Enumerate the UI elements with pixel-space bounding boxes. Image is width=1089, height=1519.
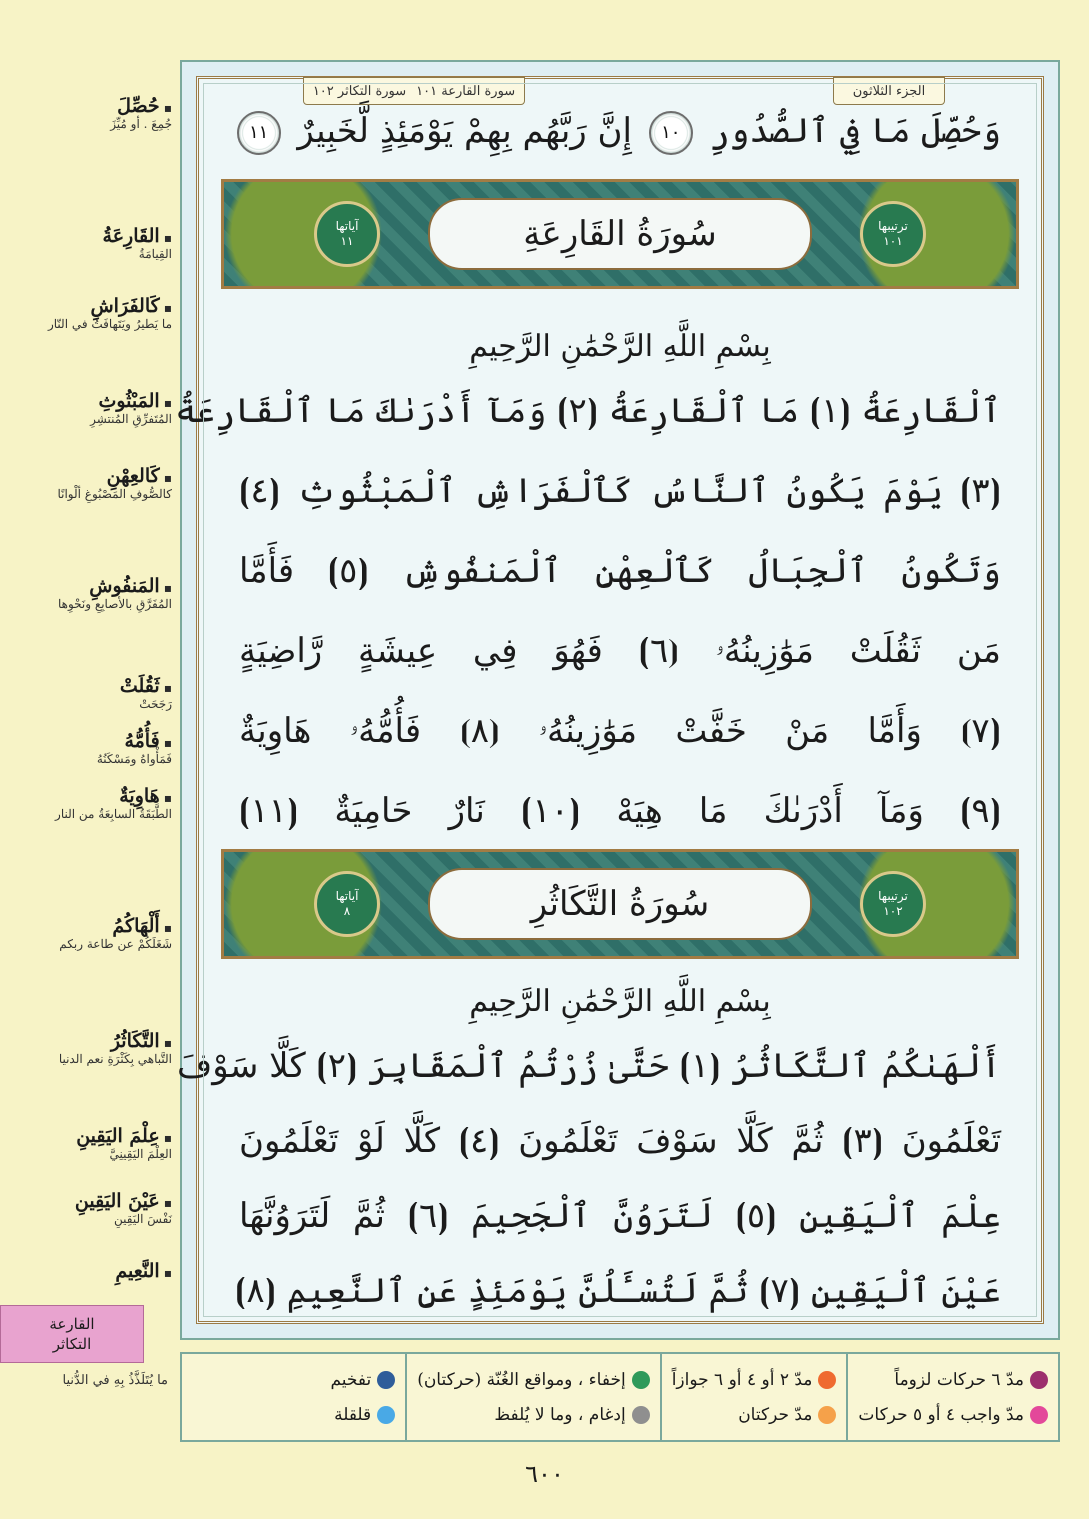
glossary-meaning: القِيامَةُ: [138, 247, 172, 261]
rank-label: ترتيبها: [878, 889, 908, 903]
verse-line: ⦗٩⦘ وَمَآ أَدْرَىٰكَ مَا هِيَهْ ⦗١٠⦘ نَارٌ حَامِيَةٌ ⦗١١⦘: [239, 791, 1001, 831]
ayah-number-marker: ١١: [237, 111, 281, 155]
legend-label: مدّ ٢ أو ٤ أو ٦ جوازاً: [671, 1369, 813, 1390]
rank-label: ترتيبها: [878, 219, 908, 233]
legend-column: [846, 1354, 1058, 1440]
glossary-entry: [8, 1260, 172, 1282]
basmala: بِسْمِ اللَّهِ الرَّحْمَٰنِ الرَّحِيمِ: [469, 984, 771, 1019]
glossary-meaning: رَجَحَتْ: [139, 697, 172, 711]
verse-line: ⦗٧⦘ وَأَمَّا مَنْ خَفَّتْ مَوَٰزِينُهُۥ ⦗٨⦘ فَأُمُّهُۥ هَاوِيَةٌ: [239, 711, 1001, 751]
glossary-word: ▪ النَّعِيمِ: [8, 1260, 172, 1282]
glossary-meaning: نَفْسَ اليَقِينِ: [114, 1212, 172, 1226]
ayat-label: آياتها: [335, 219, 359, 233]
glossary-meaning: الطَّبَقَةُ السابِعَةُ من النار: [55, 807, 172, 821]
legend-label: مدّ حركتان: [738, 1404, 813, 1425]
legend-label: إخفاء ، ومواقع الغُنّة (حركتان): [417, 1369, 626, 1390]
verse-line: تَعْلَمُونَ ⦗٣⦘ ثُمَّ كَلَّا سَوْفَ تَعْلَمُونَ ⦗٤⦘ كَلَّا لَوْ تَعْلَمُونَ: [239, 1121, 1001, 1161]
verse-line: أَلْهَىٰكُمُ ٱلتَّكَاثُرُ ⦗١⦘ حَتَّىٰ زُرْتُمُ ٱلْمَقَابِرَ ⦗٢⦘ كَلَّا سَوْفَ: [177, 1046, 1001, 1086]
glossary-entry: [8, 465, 172, 502]
ayat-count-medallion: [314, 201, 380, 267]
ayat-count-medallion: [314, 871, 380, 937]
ayat-value: ١١: [340, 234, 354, 248]
verse-text: وَحُصِّلَ مَا فِي ٱلصُّدُورِ: [709, 111, 1001, 151]
legend-column: [660, 1354, 847, 1440]
color-dot-icon: [1030, 1406, 1048, 1424]
glossary-word: ▪ القَارِعَةُ: [8, 225, 172, 247]
legend-label: تفخيم: [330, 1369, 372, 1390]
glossary-entry: [8, 1030, 172, 1067]
glossary-meaning-naim: ما يُتَلَذَّذُ بِهِ في الدُّنيا: [62, 1373, 168, 1388]
page-number: ٦٠٠: [525, 1460, 564, 1488]
legend-column: [320, 1354, 405, 1440]
glossary-word: ▪ كَالفَرَاشِ: [8, 295, 172, 317]
surah-index-tab[interactable]: [0, 1305, 144, 1363]
verse-line: وَتَكُونُ ٱلْجِبَالُ كَٱلْعِهْنِ ٱلْمَنفُوشِ ⦗٥⦘ فَأَمَّا: [239, 551, 1001, 591]
glossary-entry: [8, 390, 172, 427]
basmala: بِسْمِ اللَّهِ الرَّحْمَٰنِ الرَّحِيمِ: [469, 329, 771, 364]
legend-label: إدغام ، وما لا يُلفظ: [494, 1404, 626, 1425]
tab-surah-1: القارعة: [49, 1315, 95, 1333]
verse-line: مَن ثَقُلَتْ مَوَٰزِينُهُۥ ⦗٦⦘ فَهُوَ فِي عِيشَةٍ رَّاضِيَةٍ: [239, 631, 1001, 671]
glossary-entry: [8, 785, 172, 822]
glossary-meaning: ما يَطيرُ ويَتَهافَتُ في النّار: [47, 317, 172, 331]
header-surah-names: [303, 77, 525, 105]
verse-line: عَيْنَ ٱلْيَقِينِ ⦗٧⦘ ثُمَّ لَتُسْـَٔلُنَّ يَوْمَئِذٍ عَنِ ٱلنَّعِيمِ ⦗٨⦘: [235, 1271, 1001, 1311]
glossary-meaning: المُتَفرِّقِ المُنتشِرِ: [90, 412, 172, 426]
glossary-word: ▪ فَأُمُّهُ: [8, 730, 172, 752]
ayat-label: آياتها: [335, 889, 359, 903]
rank-value: ١٠٢: [883, 904, 903, 918]
verse-line: عِلْمَ ٱلْيَقِينِ ⦗٥⦘ لَتَرَوُنَّ ٱلْجَحِيمَ ⦗٦⦘ ثُمَّ لَتَرَوُنَّهَا: [239, 1196, 1001, 1236]
verse-line-top: [239, 109, 1001, 155]
glossary-word: ▪ ثَقُلَتْ: [8, 675, 172, 697]
glossary-meaning: كالصُّوفِ المَصْبُوغِ ألْوانًا: [57, 487, 172, 501]
header-juz: الجزء الثلاثون: [833, 77, 945, 105]
page-inner-border: [175, 76, 1044, 1324]
surah-header-banner: [221, 179, 1019, 289]
glossary-meaning: العِلْمَ اليَقِينِيَّ: [109, 1147, 172, 1161]
ayat-value: ٨: [343, 904, 351, 918]
header-surah-2: سورة التكاثر ١٠٢: [312, 83, 407, 99]
glossary-meaning: المُفَرَّقِ بالأصابِعِ ونَحْوِها: [57, 597, 172, 611]
legend-item: [672, 1370, 837, 1390]
glossary-word: ▪ المَبْثُوثِ: [8, 390, 172, 412]
glossary-word: ▪ هَاوِيَةٌ: [8, 785, 172, 807]
glossary-word: ▪ عِلْمَ اليَقِينِ: [8, 1125, 172, 1147]
glossary-entry: [8, 575, 172, 612]
verse-line: ٱلْقَارِعَةُ ⦗١⦘ مَا ٱلْقَارِعَةُ ⦗٢⦘ وَمَآ أَدْرَىٰكَ مَا ٱلْقَارِعَةُ: [175, 391, 1001, 431]
surah-title: سُورَةُ التَّكَاثُرِ: [428, 868, 812, 940]
color-dot-icon: [377, 1406, 395, 1424]
glossary-entry: [8, 675, 172, 712]
glossary-word: ▪ المَنفُوشِ: [8, 575, 172, 597]
glossary-meaning: شَغَلَكُمْ عن طاعة ربكم: [59, 937, 172, 951]
color-dot-icon: [1030, 1371, 1048, 1389]
glossary-meaning: جُمِعَ . أو مُيِّزَ: [110, 117, 172, 131]
glossary-word: ▪ أَلْهَاكُمُ: [8, 915, 172, 937]
glossary-entry: [8, 1190, 172, 1227]
rank-value: ١٠١: [883, 234, 903, 248]
legend-column: [405, 1354, 660, 1440]
legend-item: [417, 1370, 650, 1390]
color-dot-icon: [632, 1406, 650, 1424]
glossary-word: ▪ حُصِّلَ: [8, 95, 172, 117]
tajweed-legend: [180, 1352, 1060, 1442]
glossary-meaning: التَّباهي بِكَثْرَةِ نعم الدنيا: [58, 1052, 172, 1066]
glossary-word: ▪ عَيْنَ اليَقِينِ: [8, 1190, 172, 1212]
quran-page-frame: [175, 60, 1060, 1340]
glossary-entry: [8, 295, 172, 332]
color-dot-icon: [818, 1371, 836, 1389]
legend-item: [858, 1405, 1048, 1425]
surah-header-banner: [221, 849, 1019, 959]
verse-text: إِنَّ رَبَّهُم بِهِمْ يَوْمَئِذٍ لَّخَبِيرٌ: [297, 111, 632, 151]
legend-label: مدّ واجب ٤ أو ٥ حركات: [858, 1404, 1024, 1425]
legend-label: قلقلة: [334, 1404, 372, 1425]
glossary-entry: [8, 225, 172, 262]
tab-surah-2: التكاثر: [52, 1335, 92, 1353]
legend-item: [330, 1405, 395, 1425]
glossary-entry: [8, 95, 172, 132]
legend-item: [672, 1405, 837, 1425]
glossary-word: ▪ التَّكَاثُرُ: [8, 1030, 172, 1052]
legend-item: [858, 1370, 1048, 1390]
legend-label: مدّ ٦ حركات لزوماً: [894, 1369, 1024, 1390]
surah-rank-medallion: [860, 201, 926, 267]
legend-item: [417, 1405, 650, 1425]
glossary-entry: [8, 1125, 172, 1162]
glossary-word: ▪ كَالعِهْنِ: [8, 465, 172, 487]
verse-line: ⦗٣⦘ يَوْمَ يَكُونُ ٱلنَّاسُ كَٱلْفَرَاشِ ٱلْمَبْثُوثِ ⦗٤⦘: [239, 471, 1001, 511]
color-dot-icon: [632, 1371, 650, 1389]
glossary-meaning: فَمَأْواهُ ومَسْكَنُهُ: [96, 752, 172, 766]
header-surah-1: سورة القارعة ١٠١: [416, 83, 516, 99]
legend-item: [330, 1370, 395, 1390]
surah-title: سُورَةُ القَارِعَةِ: [428, 198, 812, 270]
color-dot-icon: [377, 1371, 395, 1389]
color-dot-icon: [818, 1406, 836, 1424]
ayah-number-marker: ١٠: [649, 111, 693, 155]
surah-rank-medallion: [860, 871, 926, 937]
glossary-entry: [8, 915, 172, 952]
glossary-entry: [8, 730, 172, 767]
